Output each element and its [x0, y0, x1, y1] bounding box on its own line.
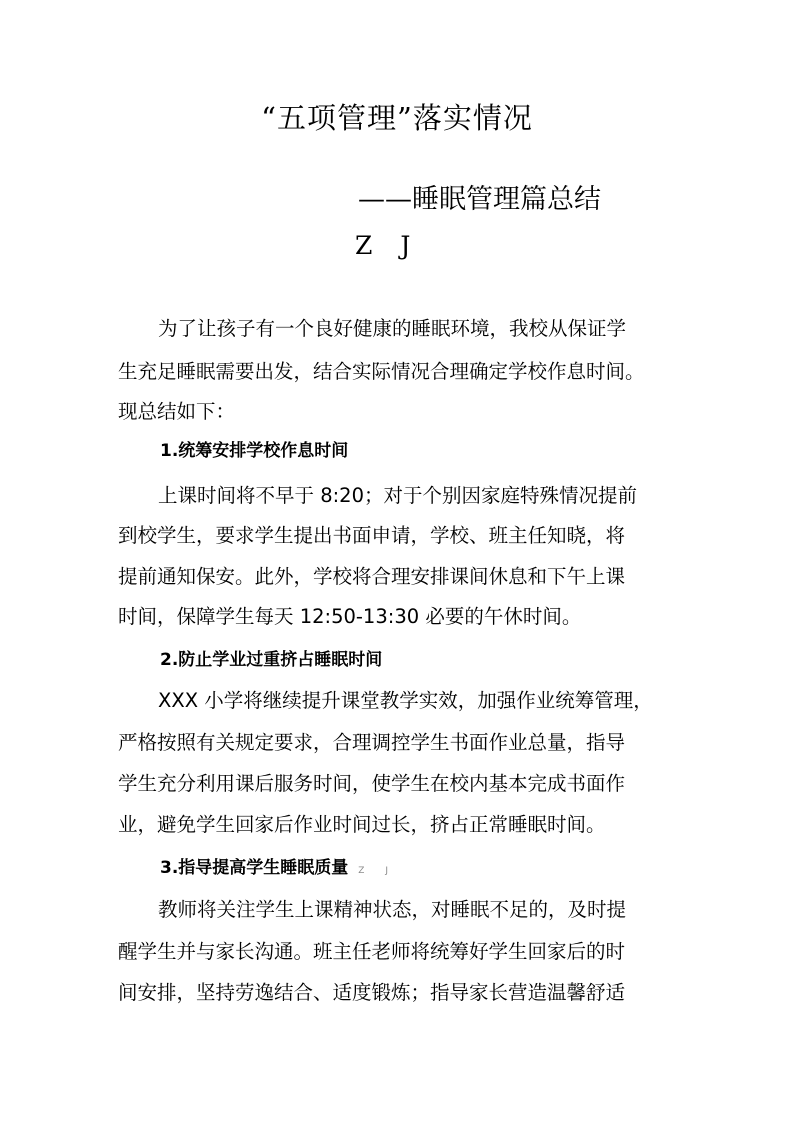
paragraph-line: 严格按照有关规定要求，合理调控学生书面作业总量，指导: [118, 731, 626, 754]
paragraph-line: 业，避免学生回家后作业时间过长，挤占正常睡眠时间。: [118, 813, 606, 836]
paragraph-line: 到校学生，要求学生提出书面申请，学校、班主任知晓，将: [118, 524, 626, 547]
paragraph-line: 间安排，坚持劳逸结合、适度锻炼；指导家长营造温馨舒适: [118, 981, 626, 1004]
paragraph-line: 上课时间将不早于 8:20；对于个别因家庭特殊情况提前: [158, 484, 637, 507]
paragraph-line: XXX 小学将继续提升课堂教学实效，加强作业统筹管理，: [158, 689, 653, 712]
paragraph-line: 教师将关注学生上课精神状态，对睡眠不足的，及时提: [158, 898, 627, 921]
paragraph-line: 提前通知保安。此外，学校将合理安排课间休息和下午上课: [118, 565, 626, 588]
initials-mark: Z J: [358, 866, 388, 876]
section-heading-text: 3.指导提高学生睡眠质量: [160, 858, 349, 878]
document-title: “五项管理”落实情况: [261, 101, 533, 135]
author-initials: Z J: [355, 231, 411, 260]
section-heading: [160, 854, 388, 885]
paragraph-line: 时间，保障学生每天 12:50-13:30 必要的午休时间。: [118, 605, 582, 628]
paragraph-line: 现总结如下：: [118, 400, 236, 423]
paragraph-line: 为了让孩子有一个良好健康的睡眠环境，我校从保证学: [158, 317, 627, 340]
paragraph-line: 醒学生并与家长沟通。班主任老师将统筹好学生回家后的时: [118, 940, 626, 963]
paragraph-line: 学生充分利用课后服务时间，使学生在校内基本完成书面作: [118, 772, 626, 795]
section-heading: 1.统筹安排学校作息时间: [160, 441, 349, 461]
paragraph-line: 生充足睡眠需要出发，结合实际情况合理确定学校作息时间。: [118, 360, 645, 383]
section-heading: 2.防止学业过重挤占睡眠时间: [160, 650, 383, 670]
document-subtitle: ——睡眠管理篇总结: [358, 184, 601, 215]
